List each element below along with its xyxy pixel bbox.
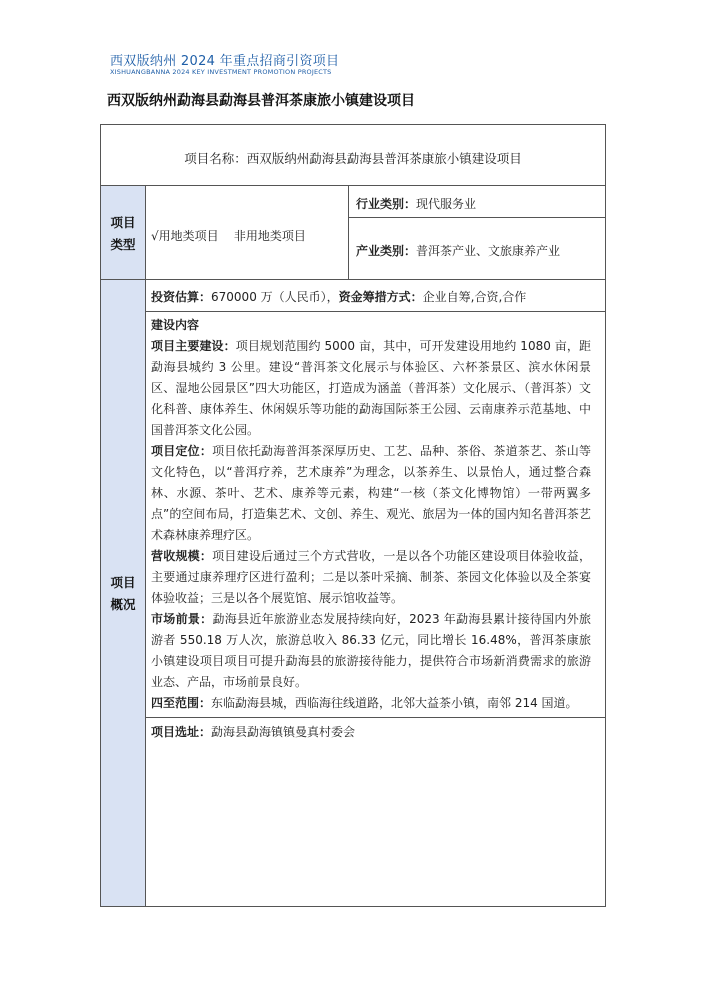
market-text: 勐海县近年旅游业态发展持续向好，2023 年勐海县累计接待国内外旅游者 550.18 万人次，旅游总收入 86.33 亿元，同比增长 16.48%，普洱茶康旅小镇建设项目项目可提升勐海县的旅游接待能力，提供符合市场新消费需求的旅游业态、产品，市场前景良好。 <box>151 612 591 689</box>
site-row <box>151 723 355 740</box>
project-name: 项目名称：西双版纳州勐海县勐海县普洱茶康旅小镇建设项目 <box>184 151 522 166</box>
industry-label: 行业类别： <box>356 197 417 211</box>
content-block <box>151 315 591 714</box>
overview-label-2: 概况 <box>110 597 136 612</box>
project-table <box>100 124 606 907</box>
market-label: 市场前景： <box>151 612 213 626</box>
site-text: 勐海县勐海镇镇曼真村委会 <box>211 725 356 739</box>
revenue-label: 营收规模： <box>151 549 213 563</box>
funding-label: 资金筹措方式： <box>338 290 423 304</box>
type-label-2: 类型 <box>110 237 136 252</box>
market-prospect <box>151 609 591 693</box>
type-label-cell <box>101 186 145 279</box>
type-label-1: 项目 <box>110 215 136 230</box>
document-title: 西双版纳州勐海县勐海县普洱茶康旅小镇建设项目 <box>107 93 415 109</box>
site-label: 项目选址： <box>151 725 212 739</box>
industry-row <box>356 195 476 212</box>
boundary-label: 四至范围： <box>151 696 212 710</box>
overview-label-cell <box>101 280 145 906</box>
land-type: √用地类项目 非用地类项目 <box>151 229 306 243</box>
main-text: 项目规划范围约 5000 亩，其中，可开发建设用地约 1080 亩，距勐海县城约 3 公里。建设“普洱茶文化展示与体验区、六杯茶景区、滨水休闲景区、湿地公园景区”四大功能区，打造成为涵盖（普洱茶）文化展示、（普洱茶）文化科普、康体养生、休闲娱乐等功能的勐海国际茶王公园、云南康养示范基地、中国普洱茶文化公园。 <box>151 339 591 437</box>
revenue-scale <box>151 546 591 609</box>
content-title: 建设内容 <box>151 318 200 332</box>
boundary <box>151 693 591 714</box>
position-text: 项目依托勐海普洱茶深厚历史、工艺、品种、茶俗、茶道茶艺、茶山等文化特色，以“普洱疗养，艺术康养”为理念，以茶养生、以景怡人，通过整合森林、水源、茶叶、艺术、康养等元素，构建“一核（茶文化博物馆）一带两翼多点”的空间布局，打造集艺术、文创、养生、观光、旅居为一体的国内知名普洱茶艺术森林康养理疗区。 <box>151 444 591 542</box>
investment-value: 670000 万（人民币）， <box>211 290 339 304</box>
header-title-en: XISHUANGBANNA 2024 KEY INVESTMENT PROMOTION PROJECTS <box>110 68 332 76</box>
revenue-text: 项目建设后通过三个方式营收，一是以各个功能区建设项目体验收益，主要通过康养理疗区进行盈利；二是以茶叶采摘、制茶、茶园文化体验以及全茶宴体验收益；三是以各个展览馆、展示馆收益等。 <box>151 549 591 605</box>
sector-label: 产业类别： <box>356 244 417 258</box>
project-position <box>151 441 591 546</box>
boundary-text: 东临勐海县城，西临海往线道路，北邻大益茶小镇，南邻 214 国道。 <box>211 696 578 710</box>
investment-label: 投资估算： <box>151 290 212 304</box>
sector-row <box>356 242 560 259</box>
main-construction <box>151 336 591 441</box>
main-label: 项目主要建设： <box>151 339 236 353</box>
sector-value: 普洱茶产业、文旅康养产业 <box>416 244 561 258</box>
header-title-cn: 西双版纳州 2024 年重点招商引资项目 <box>110 54 340 69</box>
investment-row <box>151 288 526 305</box>
funding-value: 企业自筹,合资,合作 <box>422 290 527 304</box>
position-label: 项目定位： <box>151 444 213 458</box>
overview-label-1: 项目 <box>110 575 136 590</box>
industry-value: 现代服务业 <box>416 197 477 211</box>
